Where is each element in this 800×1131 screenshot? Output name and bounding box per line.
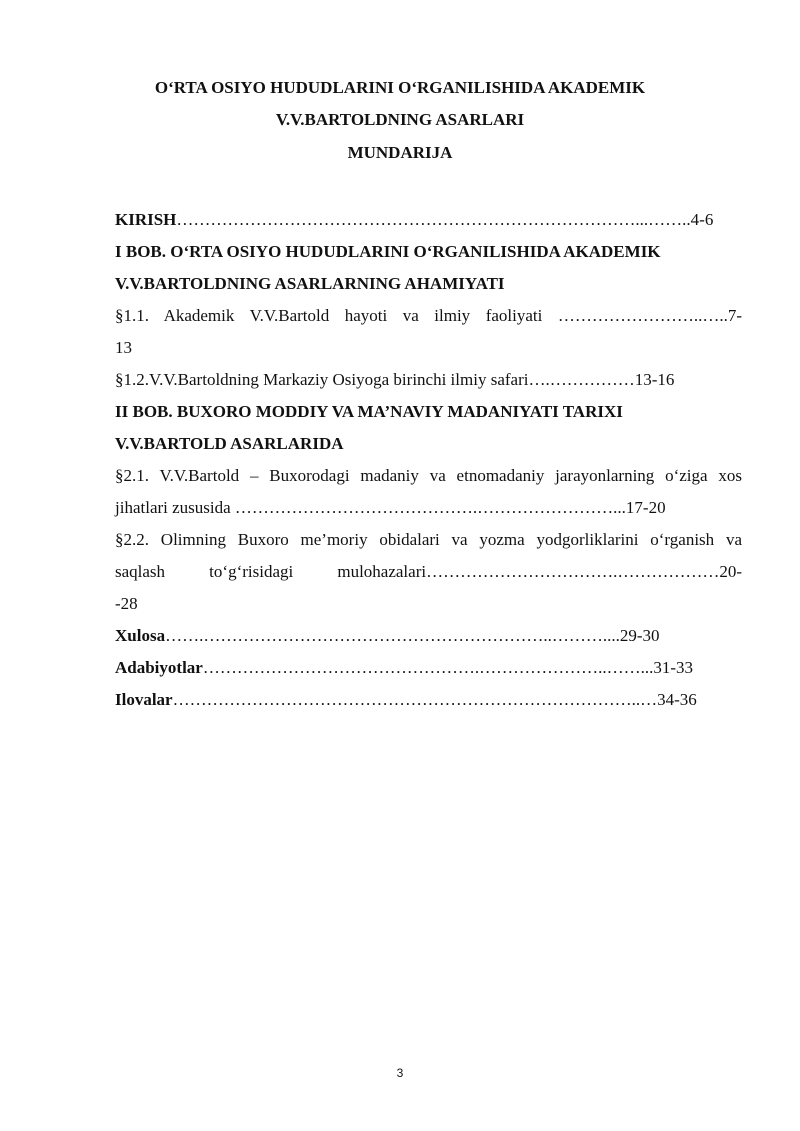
toc-section-1-1-line-2: 13 — [115, 338, 132, 357]
toc-leader-dots: ………………………………………….…………………..……... — [202, 658, 654, 677]
toc-entry-kirish — [115, 204, 742, 236]
toc-page-range: 31-33 — [653, 658, 694, 677]
document-title-line-2: V.V.BARTOLDNING ASARLARI — [275, 110, 525, 129]
toc-entry-label: Xulosa — [115, 626, 166, 645]
toc-entry-label: Adabiyotlar — [115, 658, 203, 677]
toc-page-range: 4-6 — [690, 210, 714, 229]
toc-chapter-1-line-1: I BOB. O‘RTA OSIYO HUDUDLARINI O‘RGANILISHIDA AKADEMIK — [115, 242, 661, 261]
toc-leader-dots: ………………………………………………………………………...…….. — [176, 210, 691, 229]
toc-entry-adabiyotlar — [115, 652, 742, 684]
toc-page-range: 34-36 — [657, 690, 697, 709]
toc-leader-dots: …….……………………………………………………..……….... — [165, 626, 620, 645]
toc-chapter-1-line-2: V.V.BARTOLDNING ASARLARNING AHAMIYATI — [115, 274, 505, 293]
toc-section-2-2-line-3: -28 — [115, 594, 138, 613]
toc-entry-label: KIRISH — [115, 210, 177, 229]
document-title-line-1: O‘RTA OSIYO HUDUDLARINI O‘RGANILISHIDA AKADEMIK — [154, 78, 646, 97]
contents-heading: MUNDARIJA — [347, 143, 453, 162]
toc-section-1-1-line-1: §1.1. Akademik V.V.Bartold hayoti va ilmiy faoliyati ……………………..…..7- — [115, 306, 742, 325]
toc-section-1-2: §1.2.V.V.Bartoldning Markaziy Osiyoga birinchi ilmiy safari….……………13-16 — [115, 370, 675, 389]
toc-leader-dots: ………………………………………………………………………..… — [172, 690, 658, 709]
toc-page-range: 29-30 — [619, 626, 660, 645]
toc-chapter-2-line-2: V.V.BARTOLD ASARLARIDA — [115, 434, 344, 453]
toc-section-2-1-line-1: §2.1. V.V.Bartold – Buxorodagi madaniy va etnomadaniy jarayonlarning o‘ziga xos — [115, 466, 742, 485]
toc-section-2-2-line-1: §2.2. Olimning Buxoro me’moriy obidalari va yozma yodgorliklarini o‘rganish va — [115, 530, 742, 549]
toc-entry-label: Ilovalar — [115, 690, 173, 709]
toc-entry-ilovalar — [115, 684, 742, 716]
toc-chapter-2-line-1: II BOB. BUXORO MODDIY VA MA’NAVIY MADANIYATI TARIXI — [115, 402, 623, 421]
toc-section-2-2-line-2: saqlash to‘g‘risidagi mulohazalari…………………………….………………20- — [115, 562, 742, 581]
toc-section-2-1-line-2: jihatlari zususida …………………………………….……………………...17-20 — [115, 498, 666, 517]
page-number: 3 — [396, 1066, 404, 1080]
toc-entry-xulosa — [115, 620, 742, 652]
